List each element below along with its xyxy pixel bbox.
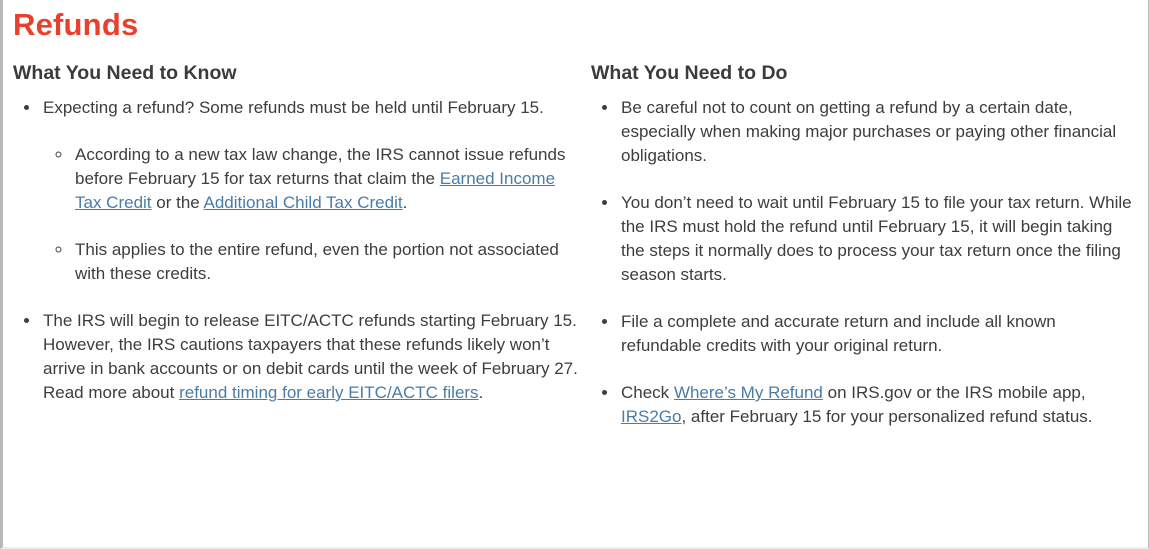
column-what-you-need-to-know xyxy=(13,44,581,428)
bullet-item xyxy=(619,381,1138,429)
sub-bullet-text: or the xyxy=(151,193,204,212)
bullet-text: Be careful not to count on getting a refund by a certain date, especially when making major purchases or paying other financial obligations. xyxy=(621,98,1117,165)
sub-bullet-text: . xyxy=(402,193,408,212)
bullet-text: Expecting a refund? Some refunds must be held until February 15. xyxy=(43,98,544,117)
bullet-item xyxy=(619,96,1138,168)
bullet-text: . xyxy=(478,383,484,402)
do-heading: What You Need to Do xyxy=(591,62,788,84)
earned-income-tax-credit-link[interactable]: Earned Income Tax Credit xyxy=(75,169,556,212)
know-heading: What You Need to Know xyxy=(13,62,237,84)
page-title: Refunds xyxy=(13,7,139,42)
know-bullet-list xyxy=(13,96,581,405)
wheres-my-refund-link[interactable]: Where’s My Refund xyxy=(673,383,823,402)
refund-timing-link[interactable]: refund timing for early EITC/ACTC filers xyxy=(179,383,479,402)
bullet-item xyxy=(41,309,581,405)
bullet-item xyxy=(619,191,1138,287)
bullet-text: File a complete and accurate return and include all known refundable credits with your original return. xyxy=(621,312,1056,355)
irs2go-link[interactable]: IRS2Go xyxy=(621,407,682,426)
content-columns xyxy=(3,44,1148,452)
bullet-text: The IRS will begin to release EITC/ACTC refunds starting February 15. However, the IRS cautions taxpayers that these refunds likely won’t arrive in bank accounts or on debit cards until the week of February 27. Read more about xyxy=(43,311,578,402)
additional-child-tax-credit-link[interactable]: Additional Child Tax Credit xyxy=(203,193,403,212)
do-bullet-list xyxy=(591,96,1138,429)
bullet-item xyxy=(41,96,581,286)
bullet-item xyxy=(619,310,1138,358)
bullet-text: , after February 15 for your personalized refund status. xyxy=(681,407,1093,426)
bullet-text: Check xyxy=(621,383,674,402)
bullet-text: on IRS.gov or the IRS mobile app, xyxy=(822,383,1086,402)
know-sub-bullet-list xyxy=(43,143,581,286)
sub-bullet-text: This applies to the entire refund, even the portion not associated with these credits. xyxy=(75,240,559,283)
sub-bullet-item xyxy=(73,143,581,215)
bullet-text: You don’t need to wait until February 15 to file your tax return. While the IRS must hold the refund until February 15, it will begin taking the steps it normally does to process your tax return once the filing season starts. xyxy=(621,193,1132,284)
sub-bullet-item xyxy=(73,238,581,286)
sub-bullet-text: According to a new tax law change, the IRS cannot issue refunds before February 15 for tax returns that claim the xyxy=(75,145,566,188)
column-what-you-need-to-do xyxy=(581,44,1138,452)
